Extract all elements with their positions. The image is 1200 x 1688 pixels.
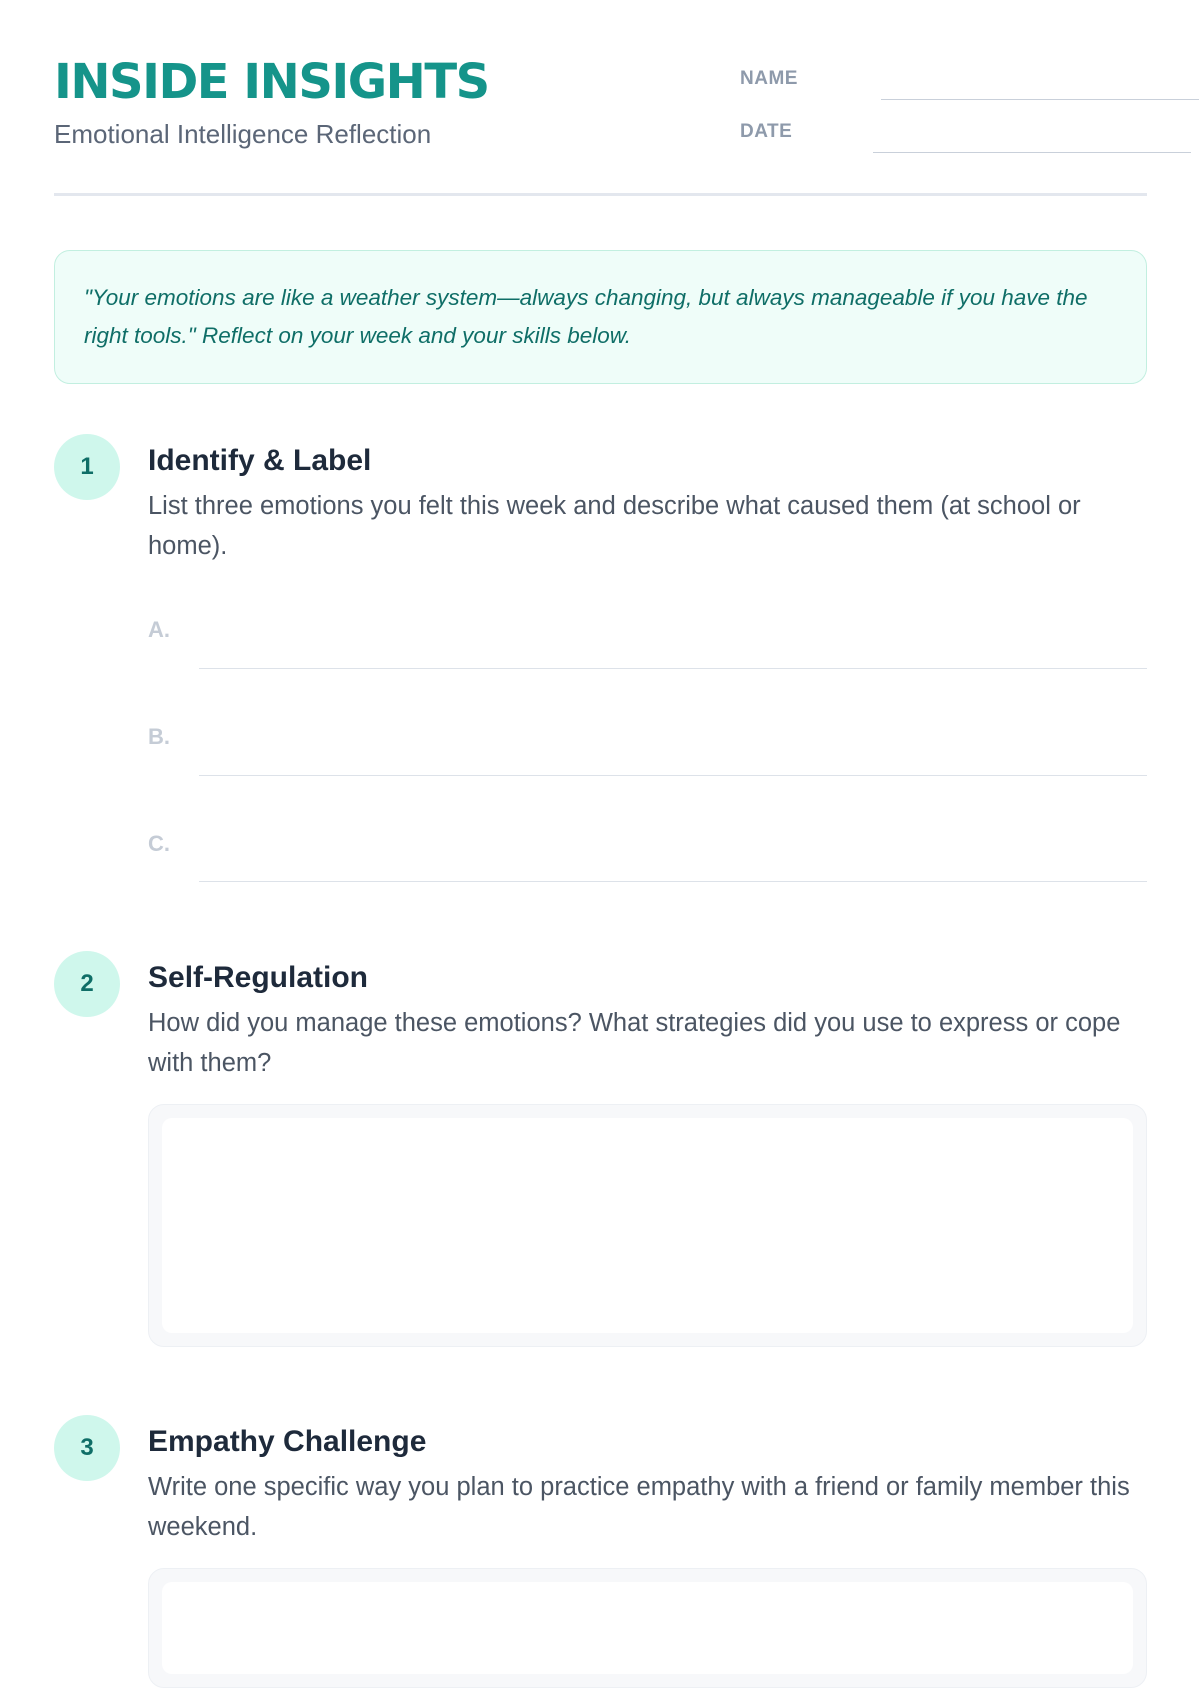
answer-label-a: A.: [148, 617, 170, 642]
answer-line-b[interactable]: [199, 775, 1147, 776]
date-label: DATE: [740, 121, 793, 142]
worksheet-subtitle: Emotional Intelligence Reflection: [54, 119, 432, 149]
date-input-line[interactable]: [873, 152, 1191, 153]
worksheet-page: [54, 0, 1147, 1600]
answer-label-b: B.: [148, 724, 170, 749]
name-input-line[interactable]: [881, 99, 1199, 100]
section-number-badge: 1: [54, 434, 120, 500]
header-divider: [54, 193, 1147, 196]
section-prompt: Write one specific way you plan to practice empathy with a friend or family member this weekend.: [148, 1473, 1130, 1541]
section-title: Identify & Label: [148, 444, 372, 477]
section-number-badge: 3: [54, 1415, 120, 1481]
answer-box[interactable]: [148, 1568, 1147, 1688]
section-prompt: List three emotions you felt this week and describe what caused them (at school or home).: [148, 492, 1081, 560]
answer-line-c[interactable]: [199, 881, 1147, 882]
worksheet-title: INSIDE INSIGHTS: [54, 54, 489, 110]
quote-box: [54, 250, 1147, 384]
answer-box-writing-area[interactable]: [162, 1118, 1133, 1333]
answer-line-a[interactable]: [199, 668, 1147, 669]
section-title: Empathy Challenge: [148, 1425, 427, 1458]
answer-box-writing-area[interactable]: [162, 1582, 1133, 1674]
answer-box[interactable]: [148, 1104, 1147, 1347]
section-title: Self-Regulation: [148, 961, 369, 994]
quote-text: "Your emotions are like a weather system—always changing, but always manageable if you have the right tools." Reflect on your week and your skills below.: [84, 285, 1088, 348]
answer-label-c: C.: [148, 831, 170, 856]
section-prompt: How did you manage these emotions? What strategies did you use to express or cope with them?: [148, 1009, 1121, 1077]
name-label: NAME: [740, 68, 798, 89]
section-number-badge: 2: [54, 951, 120, 1017]
